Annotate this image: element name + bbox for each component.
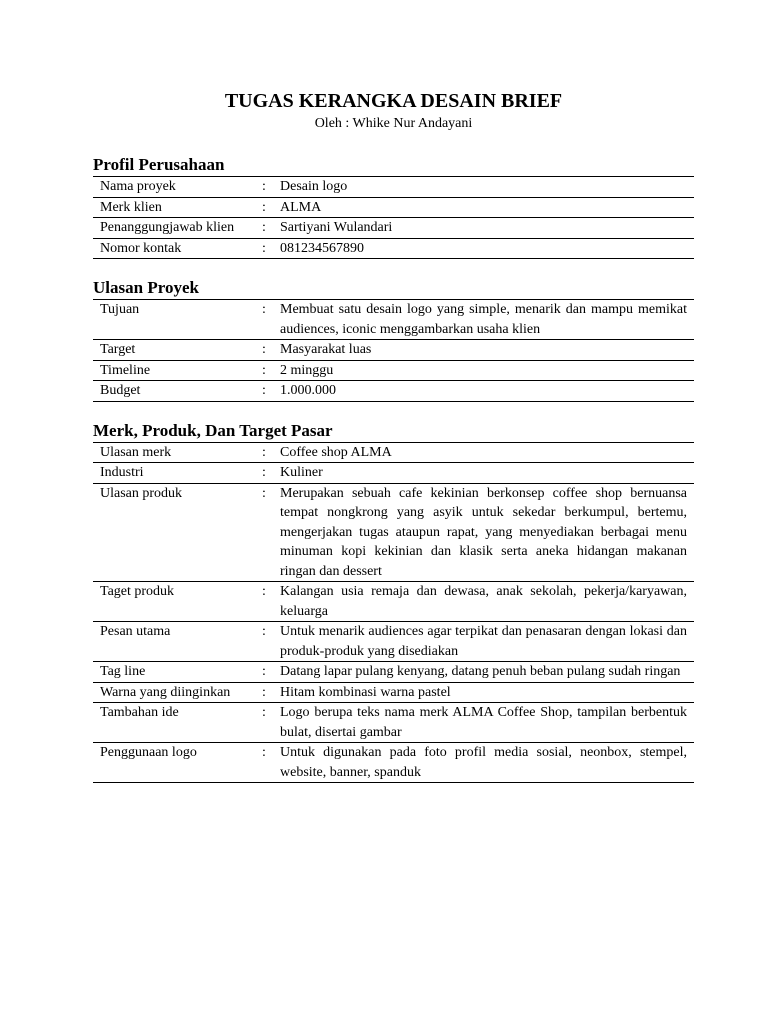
row-separator: : [253,218,280,239]
document-author: Oleh : Whike Nur Andayani [314,116,473,131]
row-value: Sartiyani Wulandari [280,218,694,239]
row-value: Untuk digunakan pada foto profil media sosial, neonbox, stempel, website, banner, spanduk [280,743,694,783]
row-separator: : [253,177,280,198]
table-row [93,703,694,743]
row-label: Industri [93,463,253,484]
row-label: Ulasan produk [93,483,253,582]
row-value: Kuliner [280,463,694,484]
row-label: Taget produk [93,582,253,622]
row-label: Target [93,340,253,361]
row-value: Merupakan sebuah cafe kekinian berkonsep coffee shop bernuansa tempat nongkrong yang asyik untuk sekedar berkumpul, bertemu, mengerjakan tugas ataupun rapat, yang menyediakan berbagai menu minuman kopi kekinian dan klasik serta aneka hidangan makanan ringan dan dessert [280,483,694,582]
row-separator: : [253,197,280,218]
row-value: Desain logo [280,177,694,198]
row-separator: : [253,360,280,381]
row-value: 081234567890 [280,238,694,259]
section-heading: Profil Perusahaan [93,155,225,174]
table-row [93,360,694,381]
row-label: Warna yang diinginkan [93,682,253,703]
row-label: Tambahan ide [93,703,253,743]
row-value: Hitam kombinasi warna pastel [280,682,694,703]
row-separator: : [253,463,280,484]
row-label: Nama proyek [93,177,253,198]
document-title: TUGAS KERANGKA DESAIN BRIEF [224,90,563,112]
row-label: Penanggungjawab klien [93,218,253,239]
row-value: Coffee shop ALMA [280,442,694,463]
table-row [93,238,694,259]
row-value: ALMA [280,197,694,218]
section [93,277,694,402]
sections-container [93,154,694,783]
row-separator: : [253,682,280,703]
table-row [93,682,694,703]
row-value: Membuat satu desain logo yang simple, menarik dan mampu memikat audiences, iconic menggambarkan usaha klien [280,300,694,340]
section [93,154,694,259]
table-row [93,483,694,582]
table-row [93,381,694,402]
row-value: 2 minggu [280,360,694,381]
table-row [93,197,694,218]
row-separator: : [253,442,280,463]
row-separator: : [253,340,280,361]
row-value: Logo berupa teks nama merk ALMA Coffee Shop, tampilan berbentuk bulat, disertai gambar [280,703,694,743]
row-label: Pesan utama [93,622,253,662]
row-separator: : [253,582,280,622]
table-row [93,662,694,683]
table-row [93,582,694,622]
row-separator: : [253,743,280,783]
brief-table [93,299,694,402]
row-separator: : [253,238,280,259]
row-value: Masyarakat luas [280,340,694,361]
row-label: Budget [93,381,253,402]
brief-table [93,442,694,784]
document-page [93,88,694,783]
table-row [93,463,694,484]
row-value: 1.000.000 [280,381,694,402]
row-separator: : [253,622,280,662]
row-separator: : [253,703,280,743]
table-row [93,743,694,783]
row-label: Tag line [93,662,253,683]
section [93,420,694,784]
table-row [93,442,694,463]
row-separator: : [253,300,280,340]
row-label: Penggunaan logo [93,743,253,783]
table-row [93,340,694,361]
table-row [93,177,694,198]
table-row [93,622,694,662]
row-label: Ulasan merk [93,442,253,463]
row-value: Datang lapar pulang kenyang, datang penuh beban pulang sudah ringan [280,662,694,683]
row-separator: : [253,662,280,683]
row-label: Merk klien [93,197,253,218]
row-label: Timeline [93,360,253,381]
table-row [93,300,694,340]
section-heading: Ulasan Proyek [93,278,199,297]
brief-table [93,176,694,259]
row-value: Untuk menarik audiences agar terpikat dan penasaran dengan lokasi dan produk-produk yang disediakan [280,622,694,662]
row-separator: : [253,381,280,402]
row-value: Kalangan usia remaja dan dewasa, anak sekolah, pekerja/karyawan, keluarga [280,582,694,622]
row-label: Nomor kontak [93,238,253,259]
table-row [93,218,694,239]
row-label: Tujuan [93,300,253,340]
section-heading: Merk, Produk, Dan Target Pasar [93,420,333,440]
row-separator: : [253,483,280,582]
